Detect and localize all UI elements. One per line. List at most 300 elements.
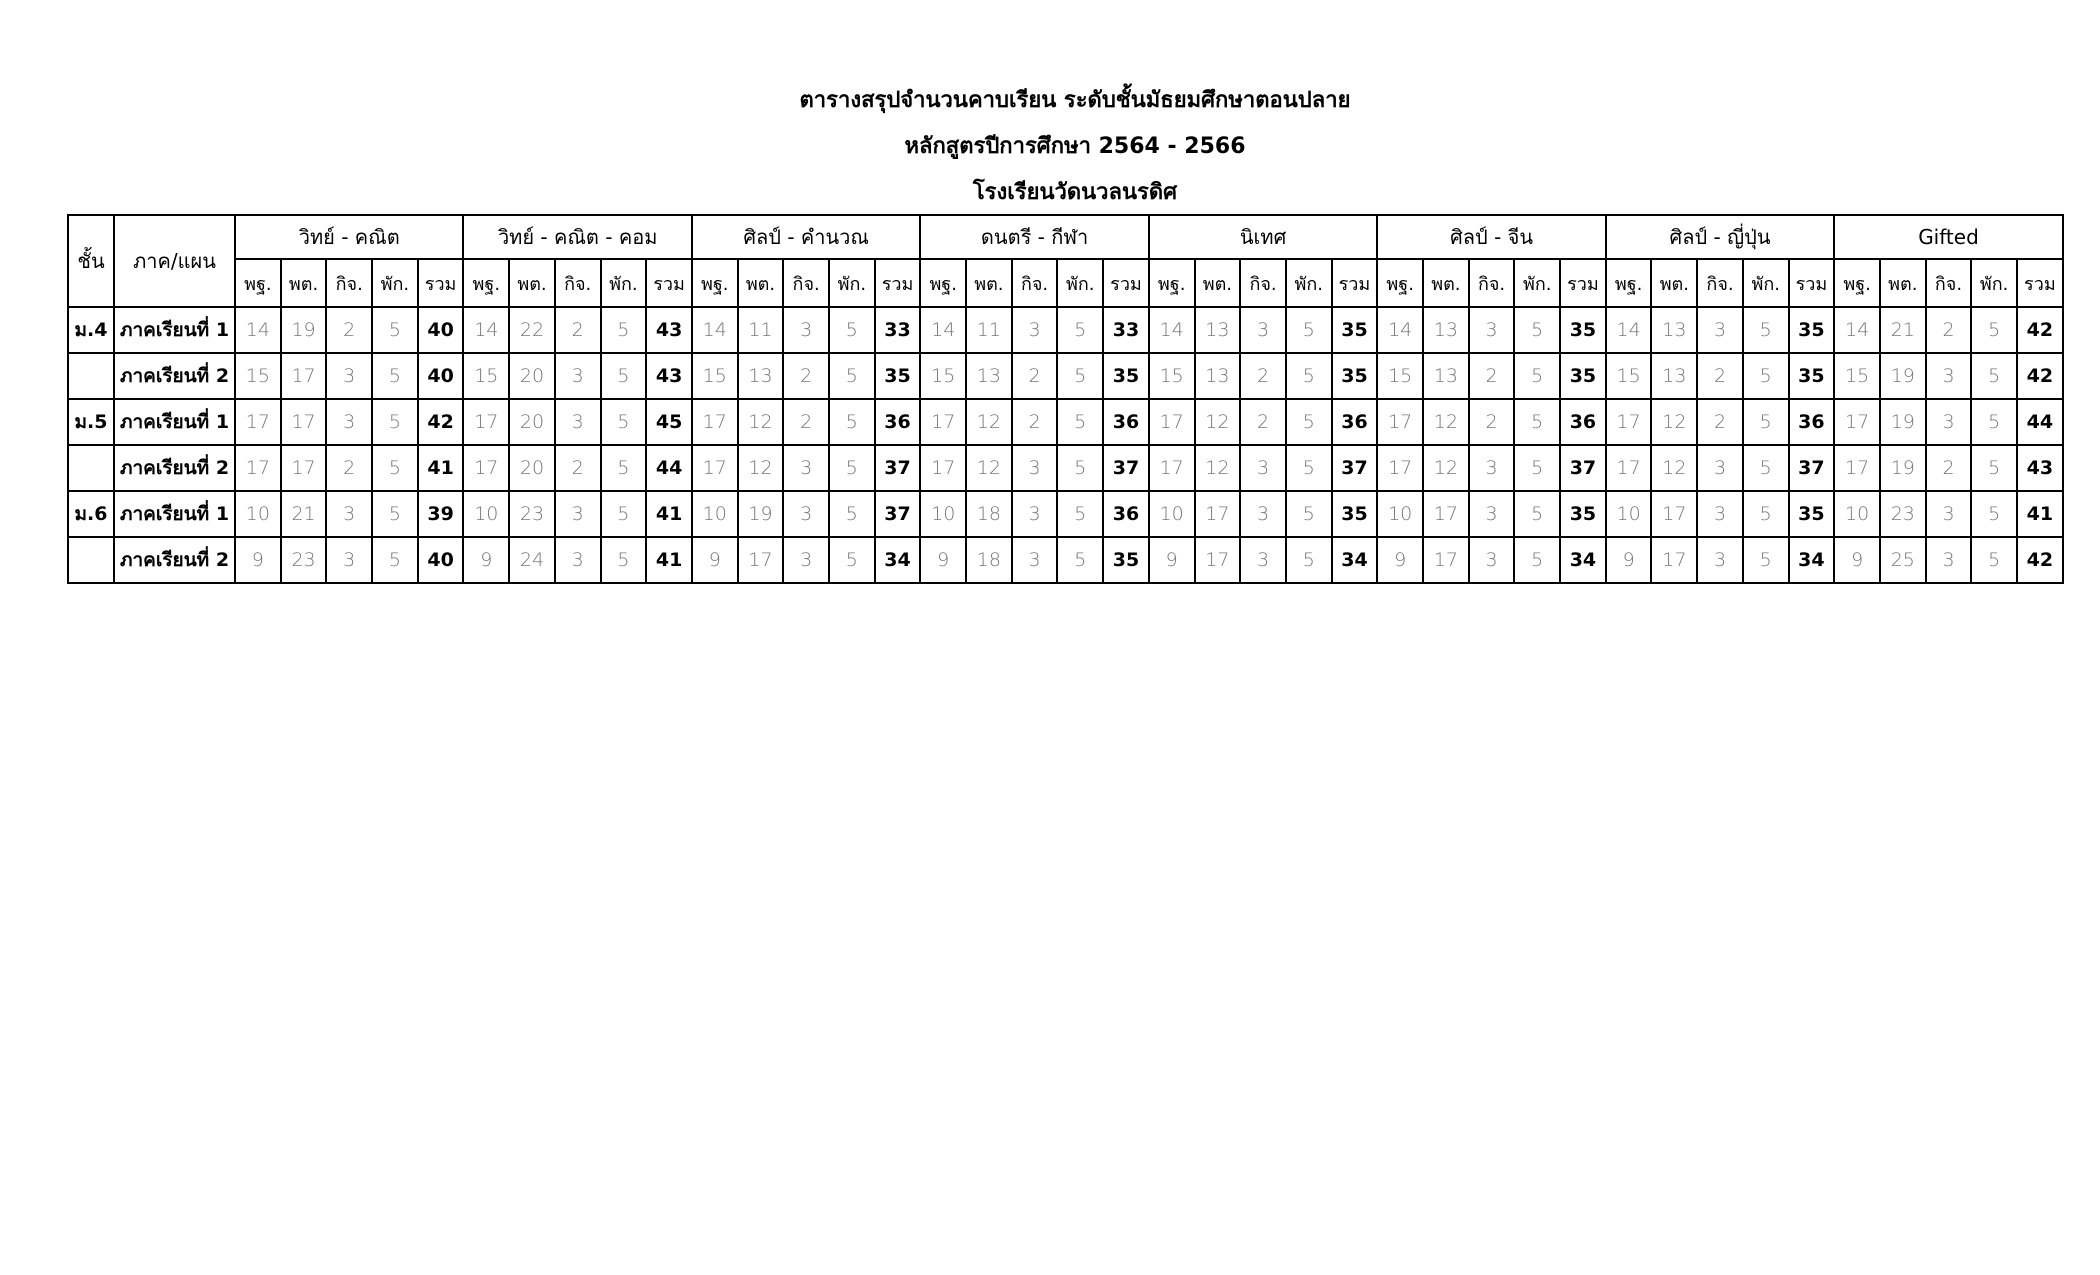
sub-header: พัก. [1514, 259, 1560, 307]
sub-header: พฐ. [1149, 259, 1195, 307]
sub-header: พต. [281, 259, 327, 307]
total-cell: 33 [875, 307, 921, 353]
sub-header: พัก. [372, 259, 418, 307]
value-cell: 17 [738, 537, 784, 583]
total-cell: 43 [2017, 445, 2063, 491]
value-cell: 3 [1469, 491, 1515, 537]
sub-header: รวม [2017, 259, 2063, 307]
value-cell: 17 [1149, 445, 1195, 491]
total-cell: 37 [1332, 445, 1378, 491]
value-cell: 17 [1834, 445, 1880, 491]
sub-header: พฐ. [1834, 259, 1880, 307]
total-cell: 33 [1103, 307, 1149, 353]
curriculum-years: หลักสูตรปีการศึกษา 2564 - 2566 [904, 134, 1246, 159]
value-cell: 17 [1377, 399, 1423, 445]
value-cell: 5 [1514, 307, 1560, 353]
period-summary-table [67, 214, 2064, 584]
value-cell: 2 [1469, 399, 1515, 445]
value-cell: 5 [601, 491, 647, 537]
value-cell: 3 [1240, 307, 1286, 353]
program-header: ดนตรี - กีฬา [920, 215, 1148, 259]
total-cell: 37 [875, 491, 921, 537]
value-cell: 24 [509, 537, 555, 583]
value-cell: 3 [1697, 491, 1743, 537]
value-cell: 5 [1743, 537, 1789, 583]
sub-header: พัก. [1743, 259, 1789, 307]
total-cell: 36 [1789, 399, 1835, 445]
value-cell: 13 [1651, 307, 1697, 353]
value-cell: 9 [1149, 537, 1195, 583]
table-row [68, 491, 2063, 537]
total-cell: 44 [2017, 399, 2063, 445]
value-cell: 17 [281, 353, 327, 399]
sub-header: พัก. [1971, 259, 2017, 307]
total-cell: 37 [875, 445, 921, 491]
value-cell: 3 [555, 537, 601, 583]
total-cell: 40 [418, 353, 464, 399]
sub-header: กิจ. [1012, 259, 1058, 307]
value-cell: 15 [692, 353, 738, 399]
total-cell: 41 [418, 445, 464, 491]
sub-header: พต. [738, 259, 784, 307]
value-cell: 5 [1514, 399, 1560, 445]
sub-header: กิจ. [1926, 259, 1972, 307]
value-cell: 17 [281, 445, 327, 491]
total-cell: 39 [418, 491, 464, 537]
value-cell: 3 [555, 353, 601, 399]
value-cell: 2 [783, 353, 829, 399]
sub-header: พัก. [601, 259, 647, 307]
value-cell: 14 [1606, 307, 1652, 353]
value-cell: 13 [1195, 307, 1241, 353]
value-cell: 17 [692, 399, 738, 445]
level-cell [68, 353, 114, 399]
total-cell: 36 [1103, 491, 1149, 537]
value-cell: 9 [235, 537, 281, 583]
value-cell: 14 [692, 307, 738, 353]
value-cell: 14 [1834, 307, 1880, 353]
value-cell: 3 [783, 491, 829, 537]
value-cell: 3 [1926, 491, 1972, 537]
level-cell: ม.6 [68, 491, 114, 537]
value-cell: 10 [463, 491, 509, 537]
total-cell: 44 [646, 445, 692, 491]
value-cell: 5 [1057, 307, 1103, 353]
value-cell: 5 [829, 353, 875, 399]
sub-header: พัก. [1057, 259, 1103, 307]
value-cell: 5 [601, 445, 647, 491]
value-cell: 19 [738, 491, 784, 537]
value-cell: 3 [326, 491, 372, 537]
sub-header: พฐ. [1606, 259, 1652, 307]
sub-header: พฐ. [920, 259, 966, 307]
total-cell: 36 [1103, 399, 1149, 445]
value-cell: 3 [1240, 445, 1286, 491]
value-cell: 3 [1012, 537, 1058, 583]
total-cell: 35 [1560, 491, 1606, 537]
value-cell: 5 [1286, 491, 1332, 537]
value-cell: 5 [829, 491, 875, 537]
value-cell: 10 [692, 491, 738, 537]
value-cell: 12 [1423, 399, 1469, 445]
program-header: วิทย์ - คณิต - คอม [463, 215, 691, 259]
value-cell: 5 [1286, 353, 1332, 399]
value-cell: 5 [1743, 445, 1789, 491]
document-header [0, 78, 2100, 216]
sub-header: รวม [1332, 259, 1378, 307]
value-cell: 5 [829, 307, 875, 353]
sub-header: พต. [966, 259, 1012, 307]
value-cell: 3 [1926, 353, 1972, 399]
value-cell: 10 [920, 491, 966, 537]
value-cell: 12 [966, 445, 1012, 491]
value-cell: 3 [1469, 537, 1515, 583]
value-cell: 9 [920, 537, 966, 583]
value-cell: 3 [1240, 537, 1286, 583]
sub-header: รวม [1789, 259, 1835, 307]
sub-header: รวม [1560, 259, 1606, 307]
value-cell: 5 [1514, 445, 1560, 491]
total-cell: 35 [1103, 537, 1149, 583]
term-cell: ภาคเรียนที่ 1 [114, 399, 235, 445]
value-cell: 17 [1651, 537, 1697, 583]
value-cell: 15 [920, 353, 966, 399]
header-term: ภาค/แผน [114, 215, 235, 307]
total-cell: 42 [418, 399, 464, 445]
value-cell: 17 [235, 399, 281, 445]
sub-header: กิจ. [1240, 259, 1286, 307]
table-row [68, 399, 2063, 445]
value-cell: 9 [463, 537, 509, 583]
table-row [68, 353, 2063, 399]
value-cell: 3 [1697, 445, 1743, 491]
value-cell: 25 [1880, 537, 1926, 583]
value-cell: 5 [1743, 307, 1789, 353]
sub-header: กิจ. [1697, 259, 1743, 307]
value-cell: 17 [1377, 445, 1423, 491]
value-cell: 17 [1423, 537, 1469, 583]
value-cell: 20 [509, 399, 555, 445]
value-cell: 14 [1149, 307, 1195, 353]
value-cell: 5 [1514, 353, 1560, 399]
value-cell: 5 [1971, 353, 2017, 399]
value-cell: 5 [1743, 399, 1789, 445]
value-cell: 5 [1514, 491, 1560, 537]
value-cell: 17 [1195, 537, 1241, 583]
value-cell: 2 [783, 399, 829, 445]
value-cell: 2 [1240, 353, 1286, 399]
value-cell: 17 [1606, 445, 1652, 491]
value-cell: 5 [1286, 445, 1332, 491]
level-cell: ม.4 [68, 307, 114, 353]
value-cell: 17 [1834, 399, 1880, 445]
program-header: ศิลป์ - ญี่ปุ่น [1606, 215, 1834, 259]
value-cell: 3 [326, 353, 372, 399]
value-cell: 12 [1651, 399, 1697, 445]
total-cell: 35 [1560, 307, 1606, 353]
term-cell: ภาคเรียนที่ 2 [114, 353, 235, 399]
value-cell: 12 [738, 399, 784, 445]
sub-header: รวม [1103, 259, 1149, 307]
value-cell: 5 [601, 353, 647, 399]
value-cell: 2 [1469, 353, 1515, 399]
value-cell: 17 [235, 445, 281, 491]
value-cell: 15 [1834, 353, 1880, 399]
value-cell: 5 [1514, 537, 1560, 583]
value-cell: 9 [1377, 537, 1423, 583]
total-cell: 35 [1789, 353, 1835, 399]
value-cell: 3 [783, 307, 829, 353]
value-cell: 5 [1057, 491, 1103, 537]
total-cell: 37 [1560, 445, 1606, 491]
value-cell: 12 [738, 445, 784, 491]
value-cell: 3 [326, 399, 372, 445]
value-cell: 2 [326, 445, 372, 491]
level-cell: ม.5 [68, 399, 114, 445]
value-cell: 17 [1149, 399, 1195, 445]
value-cell: 5 [829, 399, 875, 445]
value-cell: 23 [281, 537, 327, 583]
total-cell: 34 [1332, 537, 1378, 583]
value-cell: 3 [1697, 537, 1743, 583]
sub-header: พฐ. [235, 259, 281, 307]
value-cell: 19 [1880, 353, 1926, 399]
value-cell: 5 [829, 537, 875, 583]
value-cell: 5 [1971, 537, 2017, 583]
value-cell: 15 [1606, 353, 1652, 399]
value-cell: 2 [1926, 307, 1972, 353]
value-cell: 15 [235, 353, 281, 399]
value-cell: 3 [326, 537, 372, 583]
value-cell: 14 [463, 307, 509, 353]
total-cell: 42 [2017, 537, 2063, 583]
value-cell: 5 [1971, 491, 2017, 537]
value-cell: 11 [738, 307, 784, 353]
value-cell: 5 [372, 491, 418, 537]
header-level: ชั้น [68, 215, 114, 307]
total-cell: 37 [1103, 445, 1149, 491]
sub-header: รวม [418, 259, 464, 307]
value-cell: 12 [1651, 445, 1697, 491]
value-cell: 5 [601, 399, 647, 445]
value-cell: 3 [1240, 491, 1286, 537]
total-cell: 36 [1332, 399, 1378, 445]
value-cell: 5 [372, 307, 418, 353]
value-cell: 9 [692, 537, 738, 583]
value-cell: 17 [463, 399, 509, 445]
value-cell: 5 [1286, 399, 1332, 445]
total-cell: 43 [646, 353, 692, 399]
value-cell: 12 [966, 399, 1012, 445]
value-cell: 12 [1195, 445, 1241, 491]
term-cell: ภาคเรียนที่ 2 [114, 445, 235, 491]
total-cell: 34 [875, 537, 921, 583]
value-cell: 11 [966, 307, 1012, 353]
total-cell: 35 [1332, 307, 1378, 353]
value-cell: 13 [1423, 307, 1469, 353]
value-cell: 5 [1057, 353, 1103, 399]
value-cell: 19 [1880, 399, 1926, 445]
value-cell: 5 [372, 399, 418, 445]
value-cell: 2 [555, 445, 601, 491]
value-cell: 5 [1971, 445, 2017, 491]
value-cell: 13 [1651, 353, 1697, 399]
value-cell: 23 [509, 491, 555, 537]
value-cell: 22 [509, 307, 555, 353]
term-cell: ภาคเรียนที่ 1 [114, 491, 235, 537]
value-cell: 2 [555, 307, 601, 353]
value-cell: 14 [920, 307, 966, 353]
value-cell: 2 [1012, 399, 1058, 445]
sub-header: พฐ. [692, 259, 738, 307]
value-cell: 18 [966, 537, 1012, 583]
program-header: ศิลป์ - คำนวณ [692, 215, 920, 259]
value-cell: 5 [1743, 353, 1789, 399]
total-cell: 35 [1560, 353, 1606, 399]
value-cell: 3 [1012, 307, 1058, 353]
value-cell: 3 [783, 445, 829, 491]
value-cell: 20 [509, 445, 555, 491]
value-cell: 10 [1606, 491, 1652, 537]
value-cell: 13 [1423, 353, 1469, 399]
level-cell [68, 445, 114, 491]
total-cell: 35 [875, 353, 921, 399]
sub-header: กิจ. [326, 259, 372, 307]
total-cell: 35 [1332, 491, 1378, 537]
program-header: Gifted [1834, 215, 2062, 259]
value-cell: 17 [1606, 399, 1652, 445]
value-cell: 3 [1469, 307, 1515, 353]
total-cell: 41 [2017, 491, 2063, 537]
sub-header: พฐ. [1377, 259, 1423, 307]
sub-header: กิจ. [783, 259, 829, 307]
value-cell: 14 [1377, 307, 1423, 353]
value-cell: 5 [372, 445, 418, 491]
total-cell: 40 [418, 307, 464, 353]
sub-header: พต. [1423, 259, 1469, 307]
program-header: ศิลป์ - จีน [1377, 215, 1605, 259]
table-row [68, 537, 2063, 583]
value-cell: 5 [1057, 537, 1103, 583]
total-cell: 36 [1560, 399, 1606, 445]
sub-header: รวม [646, 259, 692, 307]
value-cell: 17 [1195, 491, 1241, 537]
value-cell: 15 [463, 353, 509, 399]
program-header: วิทย์ - คณิต [235, 215, 463, 259]
sub-header: กิจ. [555, 259, 601, 307]
value-cell: 15 [1377, 353, 1423, 399]
total-cell: 36 [875, 399, 921, 445]
value-cell: 5 [1057, 399, 1103, 445]
total-cell: 34 [1560, 537, 1606, 583]
total-cell: 41 [646, 537, 692, 583]
value-cell: 2 [326, 307, 372, 353]
value-cell: 21 [281, 491, 327, 537]
sub-header: พต. [509, 259, 555, 307]
value-cell: 13 [1195, 353, 1241, 399]
total-cell: 34 [1789, 537, 1835, 583]
value-cell: 3 [555, 491, 601, 537]
sub-header: พัก. [829, 259, 875, 307]
total-cell: 35 [1332, 353, 1378, 399]
value-cell: 10 [1377, 491, 1423, 537]
total-cell: 43 [646, 307, 692, 353]
table-row [68, 307, 2063, 353]
school-name: โรงเรียนวัดนวลนรดิศ [972, 180, 1178, 205]
sub-header: พต. [1195, 259, 1241, 307]
sub-header: พฐ. [463, 259, 509, 307]
value-cell: 19 [281, 307, 327, 353]
value-cell: 13 [738, 353, 784, 399]
value-cell: 10 [1149, 491, 1195, 537]
value-cell: 17 [692, 445, 738, 491]
sub-header: พต. [1880, 259, 1926, 307]
value-cell: 12 [1423, 445, 1469, 491]
value-cell: 18 [966, 491, 1012, 537]
sub-header: พัก. [1286, 259, 1332, 307]
value-cell: 9 [1606, 537, 1652, 583]
value-cell: 5 [1057, 445, 1103, 491]
total-cell: 41 [646, 491, 692, 537]
total-cell: 40 [418, 537, 464, 583]
total-cell: 45 [646, 399, 692, 445]
value-cell: 2 [1012, 353, 1058, 399]
value-cell: 5 [372, 353, 418, 399]
program-header: นิเทศ [1149, 215, 1377, 259]
value-cell: 23 [1880, 491, 1926, 537]
total-cell: 35 [1789, 307, 1835, 353]
value-cell: 5 [1286, 307, 1332, 353]
value-cell: 15 [1149, 353, 1195, 399]
total-cell: 35 [1103, 353, 1149, 399]
value-cell: 2 [1240, 399, 1286, 445]
value-cell: 3 [1469, 445, 1515, 491]
total-cell: 35 [1789, 491, 1835, 537]
value-cell: 17 [281, 399, 327, 445]
value-cell: 17 [920, 399, 966, 445]
value-cell: 5 [372, 537, 418, 583]
value-cell: 13 [966, 353, 1012, 399]
value-cell: 5 [601, 307, 647, 353]
value-cell: 17 [463, 445, 509, 491]
value-cell: 9 [1834, 537, 1880, 583]
term-cell: ภาคเรียนที่ 2 [114, 537, 235, 583]
term-cell: ภาคเรียนที่ 1 [114, 307, 235, 353]
value-cell: 10 [235, 491, 281, 537]
document-title: ตารางสรุปจำนวนคาบเรียน ระดับชั้นมัธยมศึกษาตอนปลาย [799, 88, 1351, 113]
sub-header: พต. [1651, 259, 1697, 307]
total-cell: 37 [1789, 445, 1835, 491]
value-cell: 2 [1697, 353, 1743, 399]
value-cell: 2 [1697, 399, 1743, 445]
value-cell: 3 [783, 537, 829, 583]
level-cell [68, 537, 114, 583]
value-cell: 3 [555, 399, 601, 445]
value-cell: 3 [1012, 491, 1058, 537]
value-cell: 14 [235, 307, 281, 353]
value-cell: 5 [1743, 491, 1789, 537]
value-cell: 5 [1286, 537, 1332, 583]
total-cell: 42 [2017, 307, 2063, 353]
value-cell: 3 [1697, 307, 1743, 353]
value-cell: 17 [920, 445, 966, 491]
value-cell: 3 [1926, 537, 1972, 583]
value-cell: 5 [829, 445, 875, 491]
value-cell: 12 [1195, 399, 1241, 445]
value-cell: 5 [601, 537, 647, 583]
total-cell: 42 [2017, 353, 2063, 399]
value-cell: 19 [1880, 445, 1926, 491]
